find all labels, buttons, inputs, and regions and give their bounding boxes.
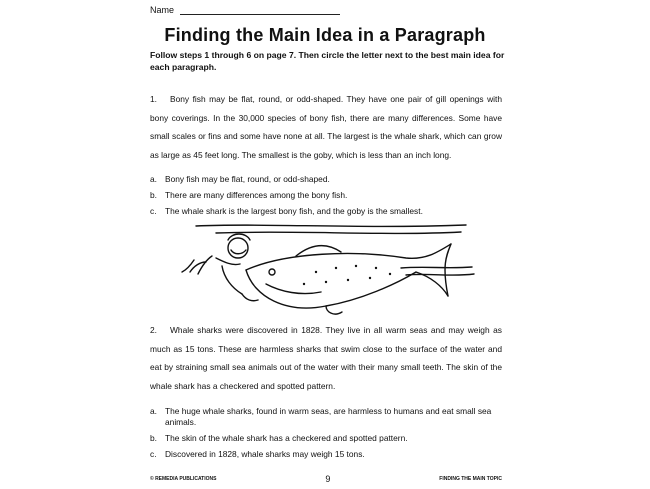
- choice-1a[interactable]: [150, 174, 502, 185]
- paragraph-text: Bony fish may be flat, round, or odd-shaped. They have one pair of gill openings with bony coverings. In the 30,000 species of bony fish, there are many differences. Some have small scales or fins and some have none at all. The largest is the whale shark, which can grow as large as 45 feet long. The smallest is the goby, which is less than an inch long.: [150, 94, 502, 160]
- choices-1: [150, 174, 502, 222]
- choice-letter[interactable]: a.: [150, 174, 157, 184]
- instructions: Follow steps 1 through 6 on page 7. Then circle the letter next to the best main idea for each paragraph.: [150, 50, 505, 72]
- choice-1b[interactable]: [150, 190, 502, 201]
- choice-2b[interactable]: [150, 433, 502, 444]
- choice-text: Bony fish may be flat, round, or odd-shaped.: [165, 174, 330, 184]
- footer-topic: FINDING THE MAIN TOPIC: [439, 476, 502, 482]
- choices-2: [150, 406, 502, 465]
- name-label: Name: [150, 5, 175, 15]
- paragraph-number: 1.: [150, 94, 157, 104]
- choice-letter[interactable]: b.: [150, 433, 157, 443]
- name-blank-line[interactable]: [180, 6, 340, 15]
- choice-letter[interactable]: b.: [150, 190, 157, 200]
- choice-2c[interactable]: [150, 449, 502, 460]
- page-title: Finding the Main Idea in a Paragraph: [164, 25, 486, 45]
- name-field: [150, 5, 340, 15]
- choice-2a[interactable]: [150, 406, 502, 428]
- choice-text: There are many differences among the bony fish.: [165, 190, 348, 200]
- choice-letter[interactable]: c.: [150, 206, 157, 216]
- paragraph-2: [150, 321, 502, 395]
- choice-letter[interactable]: a.: [150, 406, 157, 416]
- choice-text: Discovered in 1828, whale sharks may weigh 15 tons.: [165, 449, 365, 459]
- choice-1c[interactable]: [150, 206, 502, 217]
- diver-whale-shark-illustration: [176, 222, 476, 320]
- page-number: 9: [325, 474, 331, 484]
- paragraph-text: Whale sharks were discovered in 1828. They live in all warm seas and may weigh as much as 15 tons. These are harmless sharks that swim close to the surface of the water and eat by straining small sea animals out of the water with their many small teeth. The skin of the whale shark has a checkered and spotted pattern.: [150, 325, 502, 391]
- page-footer: [150, 474, 502, 484]
- choice-text: The whale shark is the largest bony fish, and the goby is the smallest.: [165, 206, 423, 216]
- choice-text: The huge whale sharks, found in warm seas, are harmless to humans and eat small sea animals.: [165, 406, 492, 427]
- choice-letter[interactable]: c.: [150, 449, 157, 459]
- paragraph-number: 2.: [150, 325, 157, 335]
- paragraph-1: [150, 90, 502, 164]
- footer-publisher: © REMEDIA PUBLICATIONS: [150, 476, 217, 482]
- choice-text: The skin of the whale shark has a checkered and spotted pattern.: [165, 433, 408, 443]
